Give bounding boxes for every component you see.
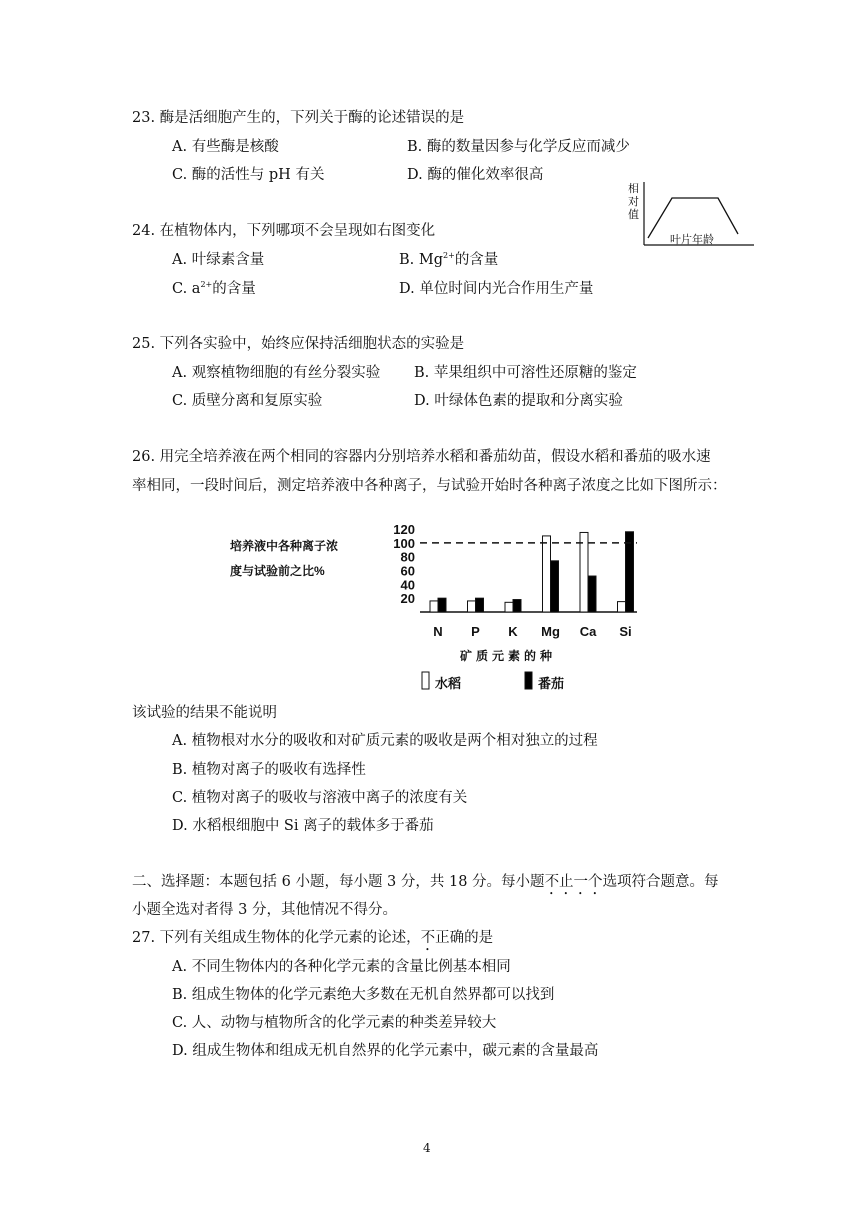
chart-ylabel-line1: 培养液中各种离子浓 [230, 539, 339, 553]
x-tick-label: Ca [579, 624, 597, 639]
bar-番茄-Mg [551, 561, 559, 612]
legend-label-番茄: 番茄 [538, 676, 565, 691]
section2-instructions-line2: 小题全选对者得 3 分，其他情况不得分。 [132, 902, 397, 918]
y-tick-label: 80 [400, 549, 415, 565]
q24-option-d: D. 单位时间内光合作用生产量 [399, 281, 594, 297]
figure-ylabel-1: 相 [628, 183, 639, 195]
bar-水稻-P [468, 601, 476, 612]
q23-stem: 23. 酶是活细胞产生的，下列关于酶的论述错误的是 [132, 110, 465, 126]
x-tick-label: Si [619, 624, 632, 639]
q26-option-d: D. 水稻根细胞中 Si 离子的载体多于番茄 [172, 818, 434, 834]
q25-stem: 25. 下列各实验中，始终应保持活细胞状态的实验是 [132, 336, 465, 352]
q27-option-b: B. 组成生物体的化学元素绝大多数在无机自然界都可以找到 [172, 987, 555, 1003]
figure-ylabel-3: 值 [628, 209, 639, 221]
q24-option-c: C. $a^{2+}$的含量 [172, 280, 256, 297]
chart-xlabel: 矿质元素的种 [460, 649, 557, 663]
q27-option-a: A. 不同生物体内的各种化学元素的含量比例基本相同 [172, 959, 511, 975]
x-tick-label: Mg [541, 624, 560, 639]
ion-ratio-bar-chart [225, 512, 685, 702]
bar-水稻-Mg [543, 536, 551, 612]
q25-option-a: A. 观察植物细胞的有丝分裂实验 [172, 365, 381, 381]
legend-swatch-水稻 [422, 672, 429, 689]
q23-option-c: C. 酶的活性与 pH 有关 [172, 167, 325, 183]
bar-水稻-Ca [580, 532, 588, 612]
y-tick-label: 60 [400, 563, 415, 579]
emphasis-not: 不 [420, 930, 436, 946]
bar-水稻-Si [618, 602, 626, 612]
y-tick-label: 20 [400, 591, 415, 607]
q27-option-c: C. 人、动物与植物所含的化学元素的种类差异较大 [172, 1015, 497, 1031]
bar-番茄-Si [626, 532, 634, 612]
figure-ylabel-2: 对 [628, 196, 639, 208]
y-tick-label: 100 [393, 535, 415, 551]
q26-stem-line1: 26. 用完全培养液在两个相同的容器内分别培养水稻和番茄幼苗，假设水稻和番茄的吸水速 [132, 449, 711, 465]
page-number: 4 [423, 1141, 431, 1155]
legend-label-水稻: 水稻 [435, 676, 462, 691]
x-tick-label: K [508, 624, 518, 639]
legend-swatch-番茄 [525, 672, 532, 689]
q24-option-b: B. $Mg^{2+}$的含量 [399, 251, 499, 268]
bar-番茄-K [513, 600, 521, 612]
q23-option-a: A. 有些酶是核酸 [172, 139, 279, 155]
q24-option-a: A. 叶绿素含量 [172, 252, 265, 268]
q25-option-b: B. 苹果组织中可溶性还原糖的鉴定 [414, 365, 637, 381]
x-tick-label: P [471, 624, 480, 639]
bar-番茄-N [438, 598, 446, 612]
chart-ylabel-line2: 度与试验前之比% [230, 564, 325, 578]
x-tick-label: N [433, 624, 443, 639]
bar-番茄-P [476, 598, 484, 612]
q27-stem: 27. 下列有关组成生物体的化学元素的论述，不正确的是 [132, 930, 494, 946]
q24-stem: 24. 在植物体内，下列哪项不会呈现如右图变化 [132, 223, 436, 239]
q26-option-c: C. 植物对离子的吸收与溶液中离子的浓度有关 [172, 790, 468, 806]
q25-option-d: D. 叶绿体色素的提取和分离实验 [414, 393, 623, 409]
q26-option-b: B. 植物对离子的吸收有选择性 [172, 762, 366, 778]
leaf-age-figure [622, 180, 762, 250]
q26-stem-line2: 率相同，一段时间后，测定培养液中各种离子，与试验开始时各种离子浓度之比如下图所示： [132, 478, 727, 494]
section2-instructions-line1: 二、选择题：本题包括 6 小题，每小题 3 分，共 18 分。每小题不止一个选项符合题意。每 [132, 874, 719, 890]
figure-curve [648, 198, 738, 238]
q23-option-b: B. 酶的数量因参与化学反应而减少 [407, 139, 630, 155]
y-tick-label: 40 [400, 577, 415, 593]
bar-水稻-N [430, 601, 438, 612]
bar-番茄-Ca [588, 576, 596, 612]
bar-水稻-K [505, 602, 513, 612]
emphasis-not-only-one: 不止一个 [544, 874, 603, 890]
figure-xlabel: 叶片年龄 [670, 234, 714, 246]
q26-option-a: A. 植物根对水分的吸收和对矿质元素的吸收是两个相对独立的过程 [172, 733, 598, 749]
q26-lead: 该试验的结果不能说明 [132, 705, 277, 721]
y-tick-label: 120 [393, 522, 415, 537]
q25-option-c: C. 质壁分离和复原实验 [172, 393, 323, 409]
q23-option-d: D. 酶的催化效率很高 [407, 167, 544, 183]
q27-option-d: D. 组成生物体和组成无机自然界的化学元素中，碳元素的含量最高 [172, 1043, 599, 1059]
